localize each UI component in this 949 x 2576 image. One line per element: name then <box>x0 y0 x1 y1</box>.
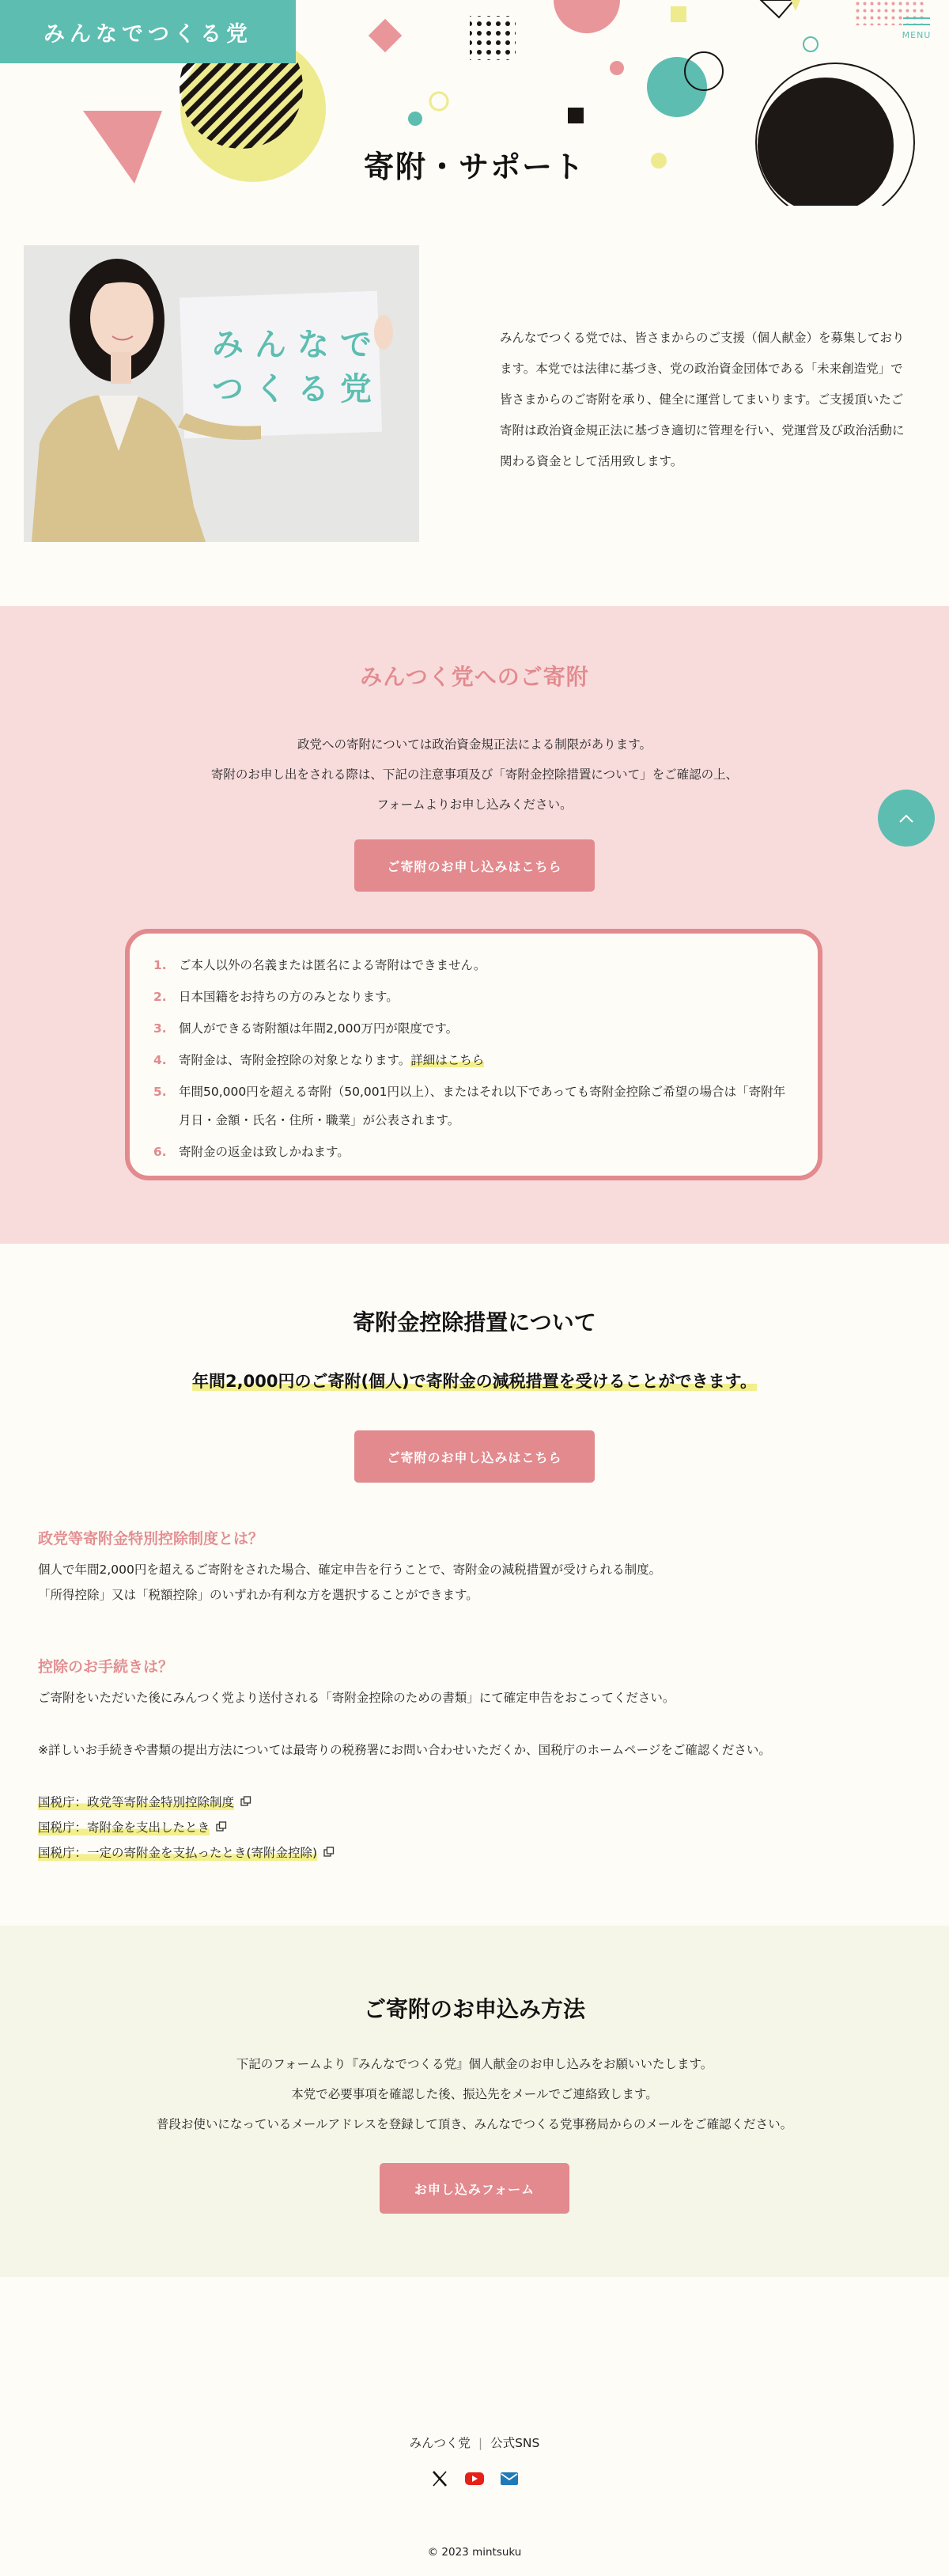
method-lead <box>0 2049 949 2139</box>
sign-text <box>212 323 383 411</box>
donation-notice-box <box>125 929 822 1180</box>
method-lead-line: 下記のフォームより『みんなでつくる党』個人献金のお申し込みをお願いいたします。 <box>236 2057 713 2071</box>
site-logo[interactable] <box>0 0 296 63</box>
notice-text-body: 寄附金は、寄附金控除の対象となります。 <box>179 1053 411 1067</box>
details-link[interactable]: 詳細はこちら <box>410 1053 485 1067</box>
tax-title: 寄附金控除措置について <box>353 1309 596 1335</box>
youtube-icon[interactable] <box>464 2468 485 2489</box>
hero <box>0 0 949 206</box>
tax-note: ※詳しいお手続きや書類の提出方法については最寄りの税務署にお問い合わせいただくか、国税庁のホームページをご確認ください。 <box>38 1743 771 1757</box>
tax-section2-text: ご寄附をいただいた後にみんつく党より送付される「寄附金控除のための書類」にて確定申告をおこってください。 <box>38 1691 675 1705</box>
nta-link-2[interactable] <box>38 1818 227 1835</box>
method-title: ご寄附のお申込み方法 <box>363 1996 585 2022</box>
notice-list <box>153 951 794 1166</box>
notice-text: 年間50,000円を超える寄附（50,001円以上）、またはそれ以下であっても寄附金控除ご希望の場合は「寄附年月日・金額・氏名・住所・職業」が公表されます。 <box>179 1085 786 1127</box>
external-link-icon <box>323 1847 335 1858</box>
notice-item <box>153 1138 794 1166</box>
external-link-icon <box>240 1796 251 1807</box>
footer-separator: | <box>478 2436 483 2450</box>
tax-section1-line: 個人で年間2,000円を超えるご寄附をされた場合、確定申告を行うことで、寄附金の減税措置が受けられる制度。 <box>38 1563 662 1577</box>
application-form-button[interactable]: お申し込みフォーム <box>380 2163 569 2214</box>
nta-link-1-text: 国税庁：政党等寄附金特別控除制度 <box>38 1793 234 1810</box>
footer-link-home[interactable]: みんつく党 <box>409 2436 471 2450</box>
menu-label: MENU <box>902 30 932 40</box>
tax-lead <box>0 1369 949 1392</box>
mail-icon[interactable] <box>499 2468 520 2489</box>
sns-icons <box>0 2468 949 2489</box>
notice-number: 2. <box>153 990 167 1004</box>
application-method-section <box>0 1926 949 2277</box>
notice-number: 1. <box>153 958 167 972</box>
menu-button[interactable] <box>897 13 936 52</box>
site-logo-text: みんなでつくる党 <box>43 21 252 47</box>
tax-lead-text: 年間2,000円のご寄附(個人)で寄附金の減税措置を受けることができます。 <box>192 1372 757 1391</box>
nta-link-1[interactable] <box>38 1793 251 1810</box>
footer-link-sns[interactable]: 公式SNS <box>490 2436 540 2450</box>
donation-lead <box>0 729 949 820</box>
hamburger-icon-line <box>903 24 930 25</box>
nta-link-3[interactable] <box>38 1843 335 1861</box>
external-link-icon <box>216 1821 227 1832</box>
method-lead-line: 本党で必要事項を確認した後、振込先をメールでご連絡致します。 <box>291 2087 658 2101</box>
intro-text-line: みんなでつくる党では、皆さまからのご支援（個人献金）を募集しており <box>500 331 905 345</box>
intro-text-line: 関わる資金として活用致します。 <box>500 454 683 468</box>
intro-text <box>500 323 919 477</box>
notice-item <box>153 1078 794 1135</box>
notice-number: 3. <box>153 1021 167 1036</box>
scroll-to-top-button[interactable] <box>878 790 935 847</box>
page-title: 寄附・サポート <box>363 150 585 184</box>
intro-photo <box>24 245 419 542</box>
intro-text-line: 寄附は政治資金規正法に基づき適切に管理を行い、党運営及び政治活動に <box>500 423 905 438</box>
x-icon[interactable] <box>429 2468 450 2489</box>
method-lead-line: 普段お使いになっているメールアドレスを登録して頂き、みんなでつくる党事務局からのメールをご確認ください。 <box>156 2117 793 2131</box>
notice-text <box>179 1046 484 1074</box>
nta-link-3-text: 国税庁：一定の寄附金を支払ったとき(寄附金控除) <box>38 1843 317 1861</box>
notice-number: 4. <box>153 1053 167 1067</box>
copyright: © 2023 mintsuku <box>427 2546 522 2559</box>
notice-item <box>153 983 794 1011</box>
tax-section1-text <box>38 1557 661 1608</box>
sign-line-1: みんなで <box>212 327 383 363</box>
hamburger-icon <box>903 17 930 19</box>
intro-text-line: 皆さまからのご寄附を承り、健全に運営してまいります。ご支援頂いたご <box>500 392 904 407</box>
notice-text: 寄附金の返金は致しかねます。 <box>179 1145 350 1159</box>
notice-text: 個人ができる寄附額は年間2,000万円が限度です。 <box>179 1021 459 1036</box>
sign-line-2: つくる党 <box>212 371 383 407</box>
nta-link-2-text: 国税庁：寄附金を支出したとき <box>38 1818 210 1835</box>
notice-number: 6. <box>153 1145 167 1159</box>
donation-lead-line: 政党への寄附については政治資金規正法による制限があります。 <box>297 737 652 752</box>
tax-section1-line: 「所得控除」又は「税額控除」のいずれか有利な方を選択することができます。 <box>38 1588 478 1602</box>
notice-item <box>153 951 794 979</box>
notice-text: 日本国籍をお持ちの方のみとなります。 <box>179 990 399 1004</box>
donation-title: みんつく党へのご寄附 <box>360 664 589 690</box>
intro-text-line: ます。本党では法律に基づき、党の政治資金団体である「未来創造党」で <box>500 362 903 376</box>
chevron-up-icon <box>898 813 914 824</box>
notice-number: 5. <box>153 1085 167 1099</box>
notice-item <box>153 1046 794 1074</box>
notice-item <box>153 1014 794 1043</box>
donation-apply-button[interactable]: ご寄附のお申し込みはこちら <box>354 839 595 892</box>
tax-section2-title: 控除のお手続きは？ <box>38 1658 174 1676</box>
donation-lead-line: フォームよりお申し込みください。 <box>376 797 573 812</box>
donation-lead-line: 寄附のお申し出をされる際は、下記の注意事項及び「寄附金控除措置について」をご確認の上、 <box>210 767 739 782</box>
footer-links <box>0 2434 949 2451</box>
donation-apply-button-2[interactable]: ご寄附のお申し込みはこちら <box>354 1430 595 1483</box>
donation-section <box>0 606 949 1244</box>
notice-text: ご本人以外の名義または匿名による寄附はできません。 <box>179 958 486 972</box>
tax-section1-title: 政党等寄附金特別控除制度とは？ <box>38 1530 264 1547</box>
